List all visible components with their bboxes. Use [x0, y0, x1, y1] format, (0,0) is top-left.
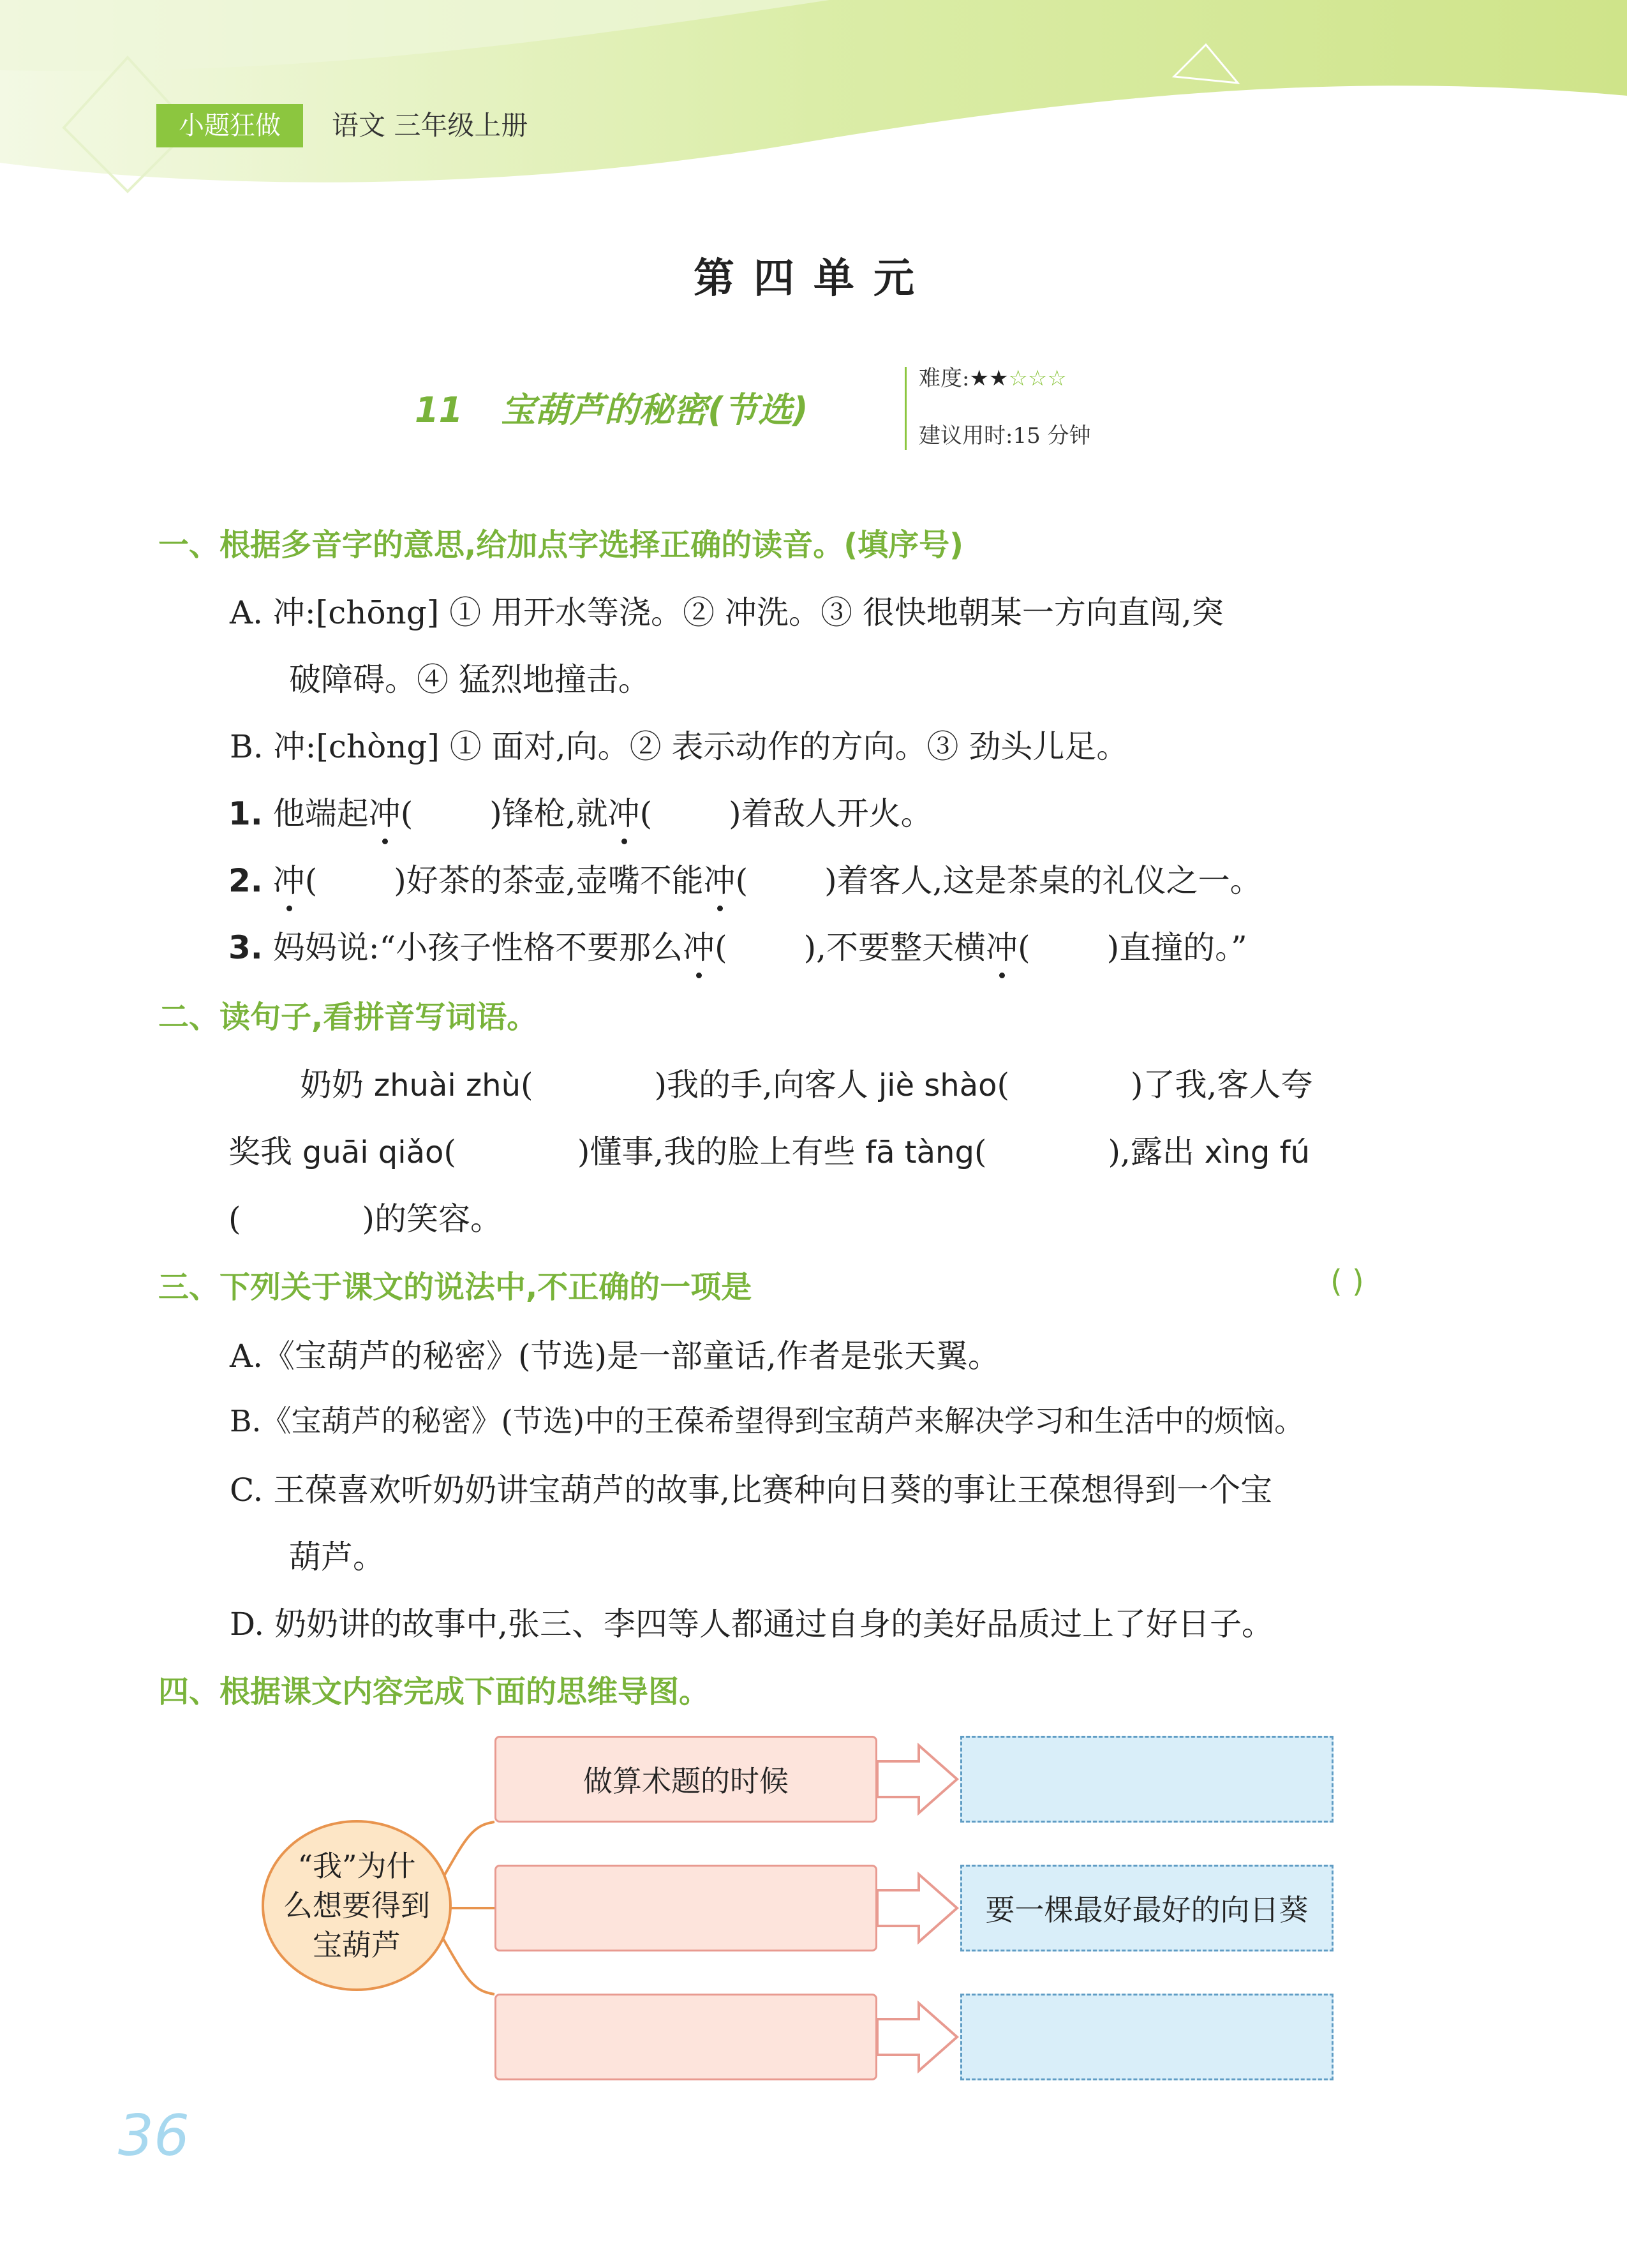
- subject-grade: 语文 三年级上册: [332, 110, 528, 141]
- title-divider: [905, 367, 907, 450]
- question-text: 着客人,这是茶桌的礼仪之一。: [836, 862, 1262, 899]
- option-a-line-2: 破障碍。④ 猛烈地撞击。: [289, 661, 650, 698]
- center-line: 宝葫芦: [313, 1928, 401, 1962]
- mind-map-box-1: 做算术题的时候: [494, 1736, 877, 1823]
- arrow-icon: [877, 2003, 957, 2071]
- section-2-heading: 二、读句子,看拼音写词语。: [158, 999, 538, 1035]
- mind-map-center: [262, 1820, 452, 1991]
- sentence-text: 奶奶: [300, 1066, 374, 1103]
- dotted-char: 冲: [986, 922, 1018, 968]
- unit-title: 第四单元: [694, 255, 933, 302]
- page-number: 36: [118, 2103, 189, 2168]
- pinyin-sentence-line-3: ( )的笑容。: [228, 1200, 503, 1237]
- pinyin: fā tàng: [865, 1135, 974, 1170]
- answer-paren[interactable]: ( ): [1330, 1264, 1364, 1299]
- question-number: 1.: [228, 795, 263, 832]
- question-3: 3. 妈妈说:“小孩子性格不要那么冲( ),不要整天横冲( )直撞的。”: [228, 922, 1247, 968]
- lesson-number: 11: [415, 390, 463, 430]
- section-4-heading: 四、根据课文内容完成下面的思维导图。: [158, 1674, 710, 1710]
- sentence-text: 了我,客人夸: [1143, 1066, 1313, 1103]
- difficulty-label: 难度:: [919, 366, 970, 391]
- pinyin-sentence-line-2: 奖我 guāi qiǎo( )懂事,我的脸上有些 fā tàng( ),露出 xìng fú: [228, 1133, 1310, 1170]
- question-text: 直撞的。”: [1119, 929, 1247, 966]
- star-empty-icon: ☆: [1008, 366, 1028, 391]
- mind-map-answer-1[interactable]: [960, 1736, 1334, 1823]
- mind-map-answer-2: 要一棵最好最好的向日葵: [960, 1865, 1334, 1951]
- center-line: “我”为什: [297, 1849, 416, 1883]
- choice-d: D. 奶奶讲的故事中,张三、李四等人都通过自身的美好品质过上了好日子。: [230, 1606, 1274, 1643]
- sentence-text: 懂事,我的脸上有些: [590, 1133, 866, 1170]
- dotted-char: 冲: [704, 855, 736, 901]
- lesson-name: 宝葫芦的秘密(节选): [501, 390, 808, 430]
- option-a-line-1: A. 冲:[chōng] ① 用开水等浇。② 冲洗。③ 很快地朝某一方向直闯,突: [230, 594, 1224, 631]
- mind-map-box-2[interactable]: [494, 1865, 877, 1951]
- center-line: 么想要得到: [283, 1888, 430, 1923]
- arrow-icon: [877, 1745, 957, 1813]
- arrow-icon: [877, 1874, 957, 1942]
- sentence-text: ,露出: [1120, 1133, 1205, 1170]
- pinyin: jiè shào: [878, 1068, 997, 1103]
- question-text: ,不要整天横: [816, 929, 986, 966]
- choice-a: A.《宝葫芦的秘密》(节选)是一部童话,作者是张天翼。: [230, 1338, 1000, 1375]
- pinyin: xìng fú: [1204, 1135, 1310, 1170]
- choice-c-line-1: C. 王葆喜欢听奶奶讲宝葫芦的故事,比赛种向日葵的事让王葆想得到一个宝: [230, 1472, 1273, 1509]
- sentence-text: 的笑容。: [375, 1200, 503, 1237]
- pinyin: zhuài zhù: [373, 1068, 521, 1103]
- choice-b: B.《宝葫芦的秘密》(节选)中的王葆希望得到宝葫芦来解决学习和生活中的烦恼。: [230, 1404, 1305, 1439]
- star-empty-icon: ☆: [1047, 366, 1067, 391]
- mind-map-box-3[interactable]: [494, 1994, 877, 2080]
- pinyin-sentence-line-1: 奶奶 zhuài zhù( )我的手,向客人 jiè shào( )了我,客人夸: [300, 1066, 1313, 1103]
- dotted-char: 冲: [608, 788, 640, 834]
- dotted-char: 冲: [683, 922, 715, 968]
- question-number: 2.: [228, 862, 263, 899]
- question-2: 2. 冲( )好茶的茶壶,壶嘴不能冲( )着客人,这是茶桌的礼仪之一。: [228, 855, 1262, 901]
- question-text: 他端起: [272, 795, 369, 832]
- question-text: 好茶的茶壶,壶嘴不能: [406, 862, 704, 899]
- star-empty-icon: ☆: [1027, 366, 1048, 391]
- section-1-heading: 一、根据多音字的意思,给加点字选择正确的读音。(填序号): [158, 527, 964, 563]
- mind-map-answer-3[interactable]: [960, 1994, 1334, 2080]
- dotted-char: 冲: [369, 788, 401, 834]
- sentence-text: 我的手,向客人: [667, 1066, 879, 1103]
- difficulty: [919, 361, 1067, 392]
- question-text: 妈妈说:“小孩子性格不要那么: [272, 929, 683, 966]
- pinyin: guāi qiǎo: [302, 1135, 444, 1170]
- star-filled-icon: ★: [988, 366, 1009, 391]
- dotted-char: 冲: [273, 855, 305, 901]
- question-text: 锋枪,就: [501, 795, 608, 832]
- series-tag: 小题狂做: [156, 104, 303, 147]
- suggested-time: 建议用时:15 分钟: [919, 423, 1091, 449]
- question-text: 着敌人开火。: [741, 795, 933, 832]
- section-3-heading: 三、下列关于课文的说法中,不正确的一项是: [158, 1269, 752, 1305]
- question-number: 3.: [228, 929, 263, 966]
- option-b: B. 冲:[chòng] ① 面对,向。② 表示动作的方向。③ 劲头儿足。: [230, 728, 1129, 765]
- lesson-title: [415, 383, 808, 432]
- sentence-text: 奖我: [228, 1133, 302, 1170]
- star-filled-icon: ★: [969, 366, 989, 391]
- choice-c-line-2: 葫芦。: [289, 1539, 385, 1576]
- difficulty-stars: [969, 366, 1066, 391]
- question-1: 1. 他端起冲( )锋枪,就冲( )着敌人开火。: [228, 788, 933, 834]
